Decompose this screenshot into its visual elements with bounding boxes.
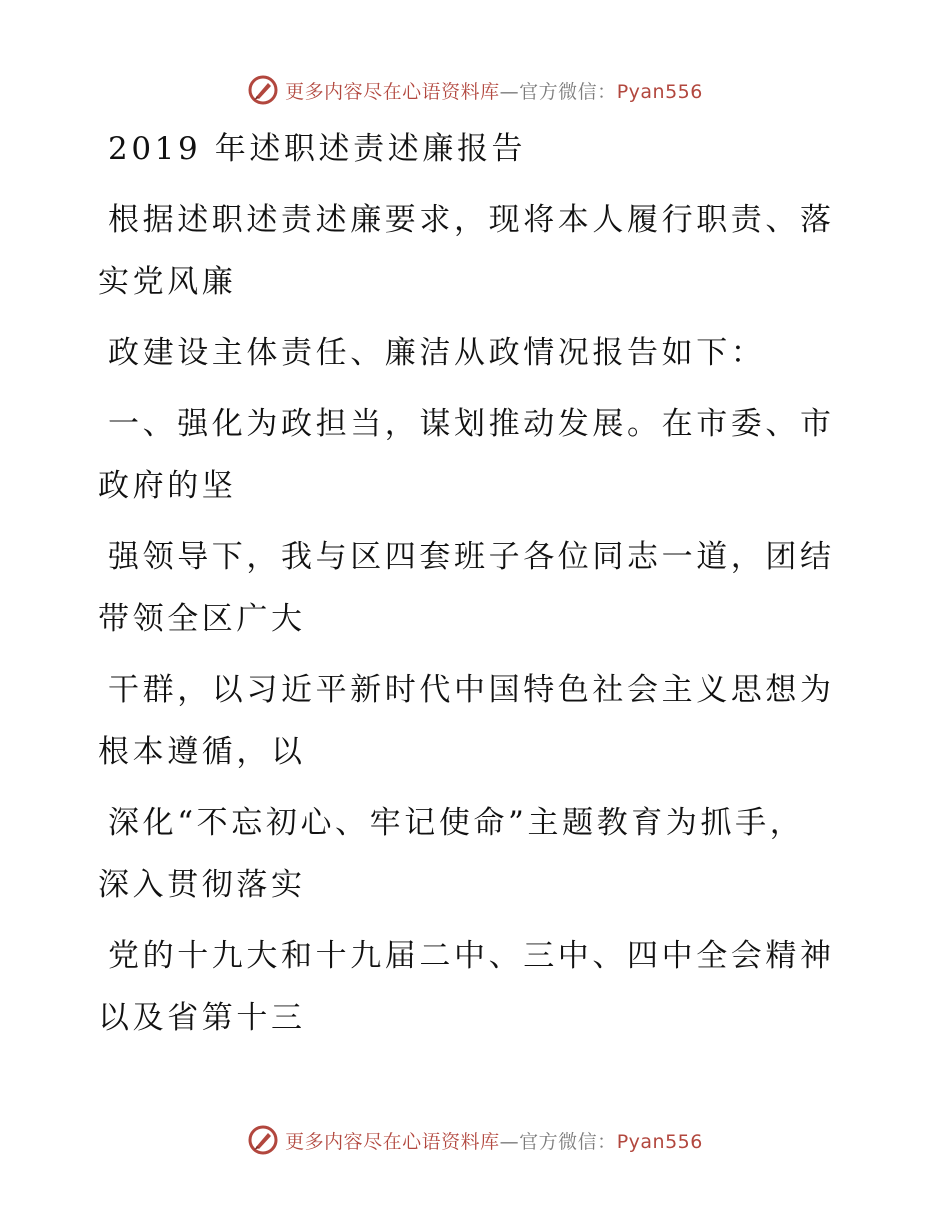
text-line: 根据述职述责述廉要求，现将本人履行职责、落 (108, 202, 835, 238)
text-line: 党的十九大和十九届二中、三中、四中全会精神 (108, 938, 835, 974)
document-title (98, 118, 838, 180)
document-body (98, 118, 838, 1058)
watermark-text: 更多内容尽在心语资料库—官方微信：Pyan556 (285, 80, 703, 103)
text-line: 根本遵循，以 (98, 734, 306, 770)
paragraph (98, 393, 838, 517)
text-line: 政府的坚 (98, 468, 237, 504)
text-line: 带领全区广大 (98, 601, 306, 637)
text-line: 实党风廉 (98, 264, 237, 300)
text-line: 2019 年述职述责述廉报告 (108, 131, 527, 167)
paragraph (98, 322, 838, 384)
text-line: 以及省第十三 (98, 1000, 306, 1036)
header-watermark-banner (0, 70, 950, 110)
text-line: 一、强化为政担当，谋划推动发展。在市委、市 (108, 406, 835, 442)
paragraph (98, 526, 838, 650)
paragraph (98, 659, 838, 783)
text-line: 深入贯彻落实 (98, 867, 306, 903)
paragraph (98, 792, 838, 916)
quill-pen-circle-icon (247, 74, 279, 106)
text-line: 深化“不忘初心、牢记使命”主题教育为抓手， (108, 805, 805, 841)
watermark-text: 更多内容尽在心语资料库—官方微信：Pyan556 (285, 1130, 703, 1153)
text-line: 强领导下，我与区四套班子各位同志一道，团结 (108, 539, 835, 575)
paragraph (98, 925, 838, 1049)
footer-watermark-banner (0, 1120, 950, 1160)
paragraph (98, 189, 838, 313)
text-line: 干群，以习近平新时代中国特色社会主义思想为 (108, 672, 835, 708)
text-line: 政建设主体责任、廉洁从政情况报告如下： (108, 335, 766, 371)
quill-pen-circle-icon (247, 1124, 279, 1156)
